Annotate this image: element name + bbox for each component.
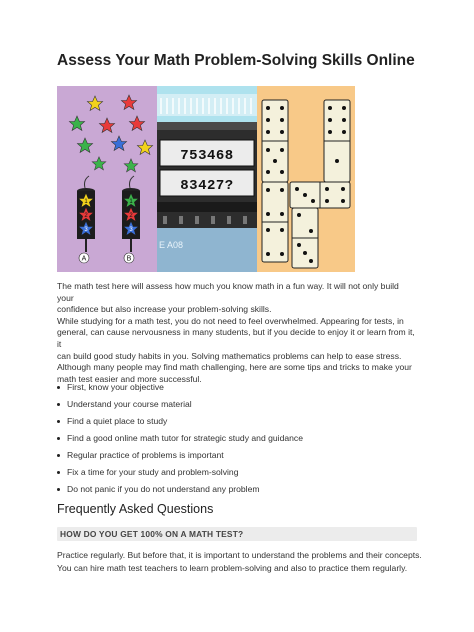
faq-answer — [57, 549, 422, 574]
rocket-b-number-3: 3 — [129, 227, 133, 233]
rocket-b-label: B — [126, 255, 132, 263]
domino-puzzle-image — [257, 86, 355, 272]
intro-line: The math test here will assess how much you know math in a fun way. It will not only build your — [57, 281, 399, 303]
tips-list — [57, 379, 417, 498]
faq-answer-line: You can hire math test teachers to learn problem-solving and also to practice them regularly. — [57, 562, 408, 573]
list-item: Do not panic if you do not understand any problem — [57, 481, 417, 498]
rocket-a-number-1: 1 — [84, 199, 88, 205]
faq-question-bar — [57, 527, 417, 541]
rocket-b-number-1: 1 — [129, 199, 133, 205]
number-row-2: 83427? — [180, 178, 234, 194]
rocket-a-number-3: 3 — [84, 227, 88, 233]
faq-answer-line: Practice regularly. But before that, it is important to understand the problems and their concepts. — [57, 550, 422, 560]
intro-line: math test easier and more successful. — [57, 373, 202, 384]
intro-line: general, can cause nervousness in many students, but if you decide to enjoy it or learn from it, it — [57, 327, 415, 349]
star-icon — [111, 136, 126, 151]
rocket-a-label: A — [81, 255, 87, 263]
list-item: First, know your objective — [57, 379, 417, 396]
star-icon — [124, 159, 138, 172]
list-item: Fix a time for your study and problem-solving — [57, 464, 417, 481]
list-item: Understand your course material — [57, 396, 417, 413]
star-icon — [87, 96, 102, 111]
number-row-1: 753468 — [180, 148, 234, 164]
star-icon — [121, 95, 136, 110]
star-icon — [69, 116, 84, 131]
faq-question: HOW DO YOU GET 100% ON A MATH TEST? — [60, 529, 244, 539]
faq-heading: Frequently Asked Questions — [57, 502, 214, 516]
list-item: Find a quiet place to study — [57, 413, 417, 430]
intro-line: Although many people may find math challenging, here are some tips and tricks to make your — [57, 362, 412, 373]
rocket-b — [122, 176, 140, 263]
list-item: Find a good online math tutor for strategic study and guidance — [57, 430, 417, 447]
star-icon — [92, 157, 106, 170]
star-icon — [129, 116, 144, 131]
star-icon — [99, 118, 114, 133]
number-board-image — [157, 86, 257, 272]
fireworks-puzzle-image — [57, 86, 157, 272]
intro-line: can build good study habits in you. Solving mathematics problems can help to ease stress. — [57, 350, 402, 361]
rocket-b-number-2: 2 — [129, 213, 133, 219]
board-caption: E A08 — [159, 240, 184, 250]
intro-line: While studying for a math test, you do not need to feel overwhelmed. Appearing for tests, in — [57, 315, 404, 326]
intro-line: confidence but also increase your problem-solving skills. — [57, 304, 272, 315]
list-item: Regular practice of problems is important — [57, 447, 417, 464]
intro-paragraph — [57, 281, 417, 385]
page-title: Assess Your Math Problem-Solving Skills Online — [57, 52, 415, 69]
star-icon — [137, 140, 152, 155]
rocket-a-number-2: 2 — [84, 213, 88, 219]
rocket-a — [77, 176, 95, 263]
star-icon — [77, 138, 92, 153]
